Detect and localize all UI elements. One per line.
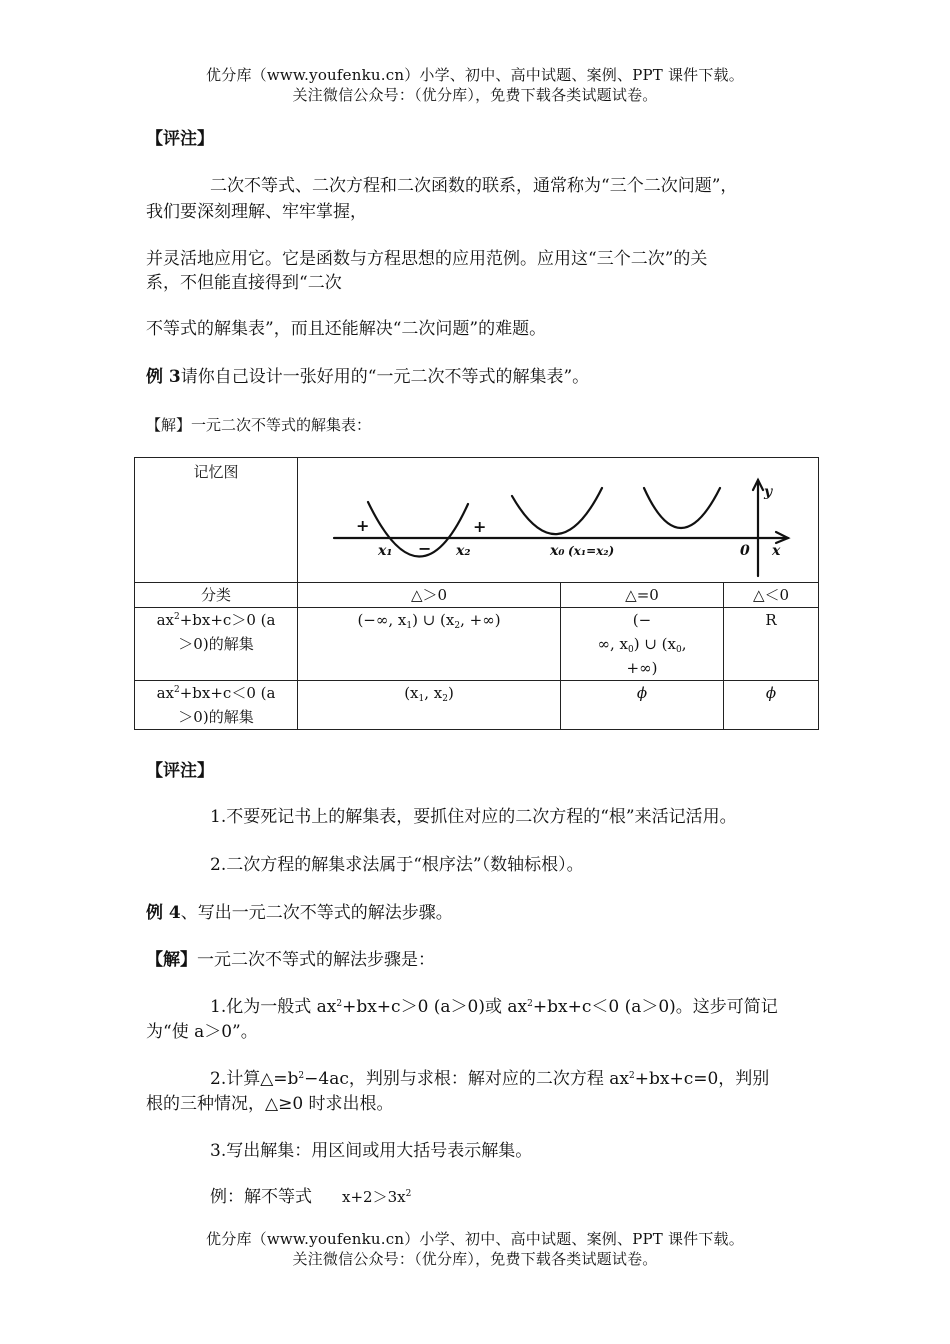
example-4-solution-text: 一元二次不等式的解法步骤是：: [197, 950, 435, 970]
header-category: 分类: [135, 583, 298, 608]
root-x0-label: x₀: [550, 543, 565, 559]
table-row-less: [135, 681, 819, 730]
row-greater-delta-zero: (− ∞, $x_0$) ∪ ($x_0$, +∞): [561, 608, 724, 681]
plus-sign-right: +: [473, 517, 487, 536]
comment-text-line-2: 我们要深刻理解、牢牢掌握，: [146, 202, 367, 222]
row-less-delta-negative: ϕ: [723, 681, 818, 730]
header-delta-zero: △=0: [561, 583, 724, 608]
row-less-delta-positive: ($x_1$, $x_2$): [298, 681, 561, 730]
example-4-text: 、写出一元二次不等式的解法步骤。: [180, 903, 453, 923]
parabola-negative-discriminant: [644, 488, 720, 528]
comment-2-item-1: 1.不要死记书上的解集表，要抓住对应的二次方程的“根”来活记活用。: [210, 807, 737, 827]
origin-label: 0: [740, 543, 750, 559]
row-greater-delta-negative: R: [723, 608, 818, 681]
step-2-line-1: 2.计算$\triangle=b^2-4ac$，判别与求根：解对应的二次方程 $ax^2+bx+c=0$，判别: [210, 1069, 770, 1089]
root-x1-label: x₁: [378, 543, 393, 559]
footer-line-1: 优分库（www.youfenku.cn）小学、初中、高中试题、案例、PPT 课件下载。: [206, 1230, 744, 1248]
root-x2-label: x₂: [456, 543, 471, 559]
memory-label: 记忆图: [193, 463, 239, 481]
footer-line-2: 关注微信公众号：（优分库），免费下载各类试题试卷。: [292, 1250, 658, 1268]
table-row-header: [135, 583, 819, 608]
step-1-line-1: 1.化为一般式 $ax^2+bx+c>0$ (a＞0)或 $ax^2+bx+c<0$ (a＞0)。这步可简记: [210, 997, 778, 1017]
row-greater-label: $ax^2+bx+c>0$ (a ＞0)的解集: [135, 608, 298, 681]
example-4-label: 例 4: [146, 903, 181, 923]
row-less-label: $ax^2+bx+c<0$ (a ＞0)的解集: [135, 681, 298, 730]
plus-sign-left: +: [356, 516, 370, 535]
example-3-solution: [146, 414, 371, 436]
comment-2-title: 【评注】: [146, 761, 214, 781]
solution-set-table: [134, 457, 819, 730]
minus-sign: −: [418, 539, 432, 558]
solution-label: 【解】: [146, 416, 192, 434]
example-3: [146, 366, 589, 388]
step-2-line-2: 根的三种情况，△≥0 时求出根。: [146, 1094, 394, 1114]
comment-2-item-2: 2.二次方程的解集求法属于“根序法”（数轴标根）。: [210, 855, 584, 875]
step-1-line-2: 为“使 a＞0”。: [146, 1022, 258, 1042]
axis-y-label: y: [764, 484, 773, 500]
solution-text: 一元二次不等式的解集表：: [191, 416, 372, 434]
row-greater-delta-positive: (−∞, $x_1$) ∪ ($x_2$, +∞): [298, 608, 561, 681]
memory-graph-cell: [298, 458, 819, 583]
memory-label-cell: [135, 458, 298, 583]
table-row-greater: [135, 608, 819, 681]
header-delta-negative: △＜0: [723, 583, 818, 608]
example-3-text: 请你自己设计一张好用的“一元二次不等式的解集表”。: [180, 367, 590, 387]
header-line-2: 关注微信公众号：（优分库），免费下载各类试题试卷。: [292, 86, 658, 104]
double-root-label: (x₁=x₂): [568, 544, 615, 558]
comment-text-line-5: 不等式的解集表”，而且还能解决“二次问题”的难题。: [146, 319, 547, 339]
parabola-memory-graph: [298, 458, 817, 582]
example-inequality: 例：解不等式 $x+2>3x^2$: [210, 1187, 412, 1207]
comment-title: 【评注】: [146, 129, 214, 149]
example-4: [146, 902, 453, 924]
comment-text-line-4: 系，不但能直接得到“二次: [146, 273, 342, 293]
parabola-zero-discriminant: [512, 488, 602, 534]
comment-text-line-3: 并灵活地应用它。它是函数与方程思想的应用范例。应用这“三个二次”的关: [146, 249, 708, 269]
axis-x-label: x: [772, 543, 781, 559]
step-3: 3.写出解集：用区间或用大括号表示解集。: [210, 1141, 533, 1161]
row-less-delta-zero: ϕ: [561, 681, 724, 730]
example-3-label: 例 3: [146, 367, 181, 387]
header-delta-positive: △＞0: [298, 583, 561, 608]
header-line-1: 优分库（www.youfenku.cn）小学、初中、高中试题、案例、PPT 课件下载。: [206, 66, 744, 84]
example-4-solution-label: 【解】: [146, 950, 197, 970]
example-4-solution: [146, 949, 435, 971]
table-row-memory: [135, 458, 819, 583]
comment-text-line-1: 二次不等式、二次方程和二次函数的联系，通常称为“三个二次问题”，: [210, 176, 738, 196]
